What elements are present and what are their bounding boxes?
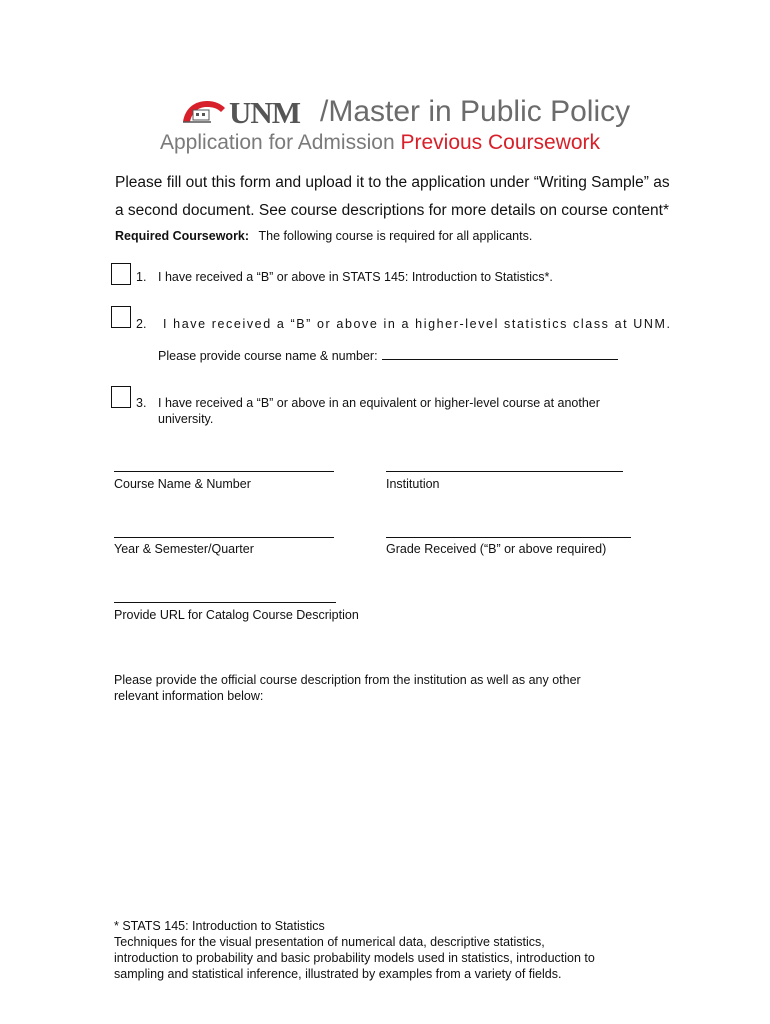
- option-1-checkbox[interactable]: [111, 263, 131, 285]
- option-3-text: I have received a “B” or above in an equivalent or higher-level course at another: [158, 396, 600, 410]
- subtitle-highlight: Previous Coursework: [400, 131, 601, 154]
- institution-input-line[interactable]: [386, 471, 623, 472]
- course-name-input-line[interactable]: [114, 471, 334, 472]
- required-label: Required Coursework:: [115, 229, 250, 243]
- logo-text: UNM: [229, 95, 301, 130]
- intro-line-2: a second document. See course descriptions for more details on course content*: [115, 202, 670, 219]
- option-3-number: 3.: [136, 396, 147, 410]
- grade-label: Grade Received (“B” or above required): [386, 542, 607, 556]
- course-name-label: Course Name & Number: [114, 477, 251, 491]
- page-subtitle: [160, 129, 600, 157]
- course-name-field-label: Please provide course name & number:: [158, 349, 378, 363]
- option-2-text: I have received a “B” or above in a higher-level statistics class at UNM.: [163, 317, 672, 331]
- footnote-title: * STATS 145: Introduction to Statistics: [114, 919, 325, 933]
- required-text: The following course is required for all applicants.: [258, 229, 533, 243]
- unm-logo: [181, 96, 315, 130]
- option-2-number: 2.: [136, 317, 147, 331]
- program-title: /Master in Public Policy: [320, 95, 631, 128]
- year-semester-label: Year & Semester/Quarter: [114, 542, 254, 556]
- footnote-line-1: Techniques for the visual presentation of numerical data, descriptive statistics,: [114, 935, 545, 949]
- option-3-checkbox[interactable]: [111, 386, 131, 408]
- required-coursework: [115, 228, 532, 244]
- grade-input-line[interactable]: [386, 537, 631, 538]
- footnote-line-2: introduction to probability and basic probability models used in statistics, introduction to: [114, 951, 595, 965]
- description-prompt-line-1: Please provide the official course description from the institution as well as any other: [114, 673, 581, 687]
- year-semester-input-line[interactable]: [114, 537, 334, 538]
- course-name-field: [158, 347, 618, 364]
- option-2-checkbox[interactable]: [111, 306, 131, 328]
- description-prompt-line-2: relevant information below:: [114, 689, 264, 703]
- institution-label: Institution: [386, 477, 440, 491]
- option-3-text-line-2: university.: [158, 412, 214, 426]
- subtitle-prefix: Application for Admission: [160, 131, 395, 154]
- url-input-line[interactable]: [114, 602, 336, 603]
- intro-line-1: Please fill out this form and upload it to the application under “Writing Sample” as: [115, 174, 670, 191]
- course-description-area[interactable]: [114, 710, 654, 910]
- option-1-text: I have received a “B” or above in STATS 145: Introduction to Statistics*.: [158, 270, 553, 284]
- url-label: Provide URL for Catalog Course Description: [114, 608, 359, 622]
- course-name-input[interactable]: [382, 347, 618, 360]
- unm-logo-icon: [181, 98, 227, 126]
- option-1-number: 1.: [136, 270, 147, 284]
- footnote-line-3: sampling and statistical inference, illustrated by examples from a variety of fields.: [114, 967, 562, 981]
